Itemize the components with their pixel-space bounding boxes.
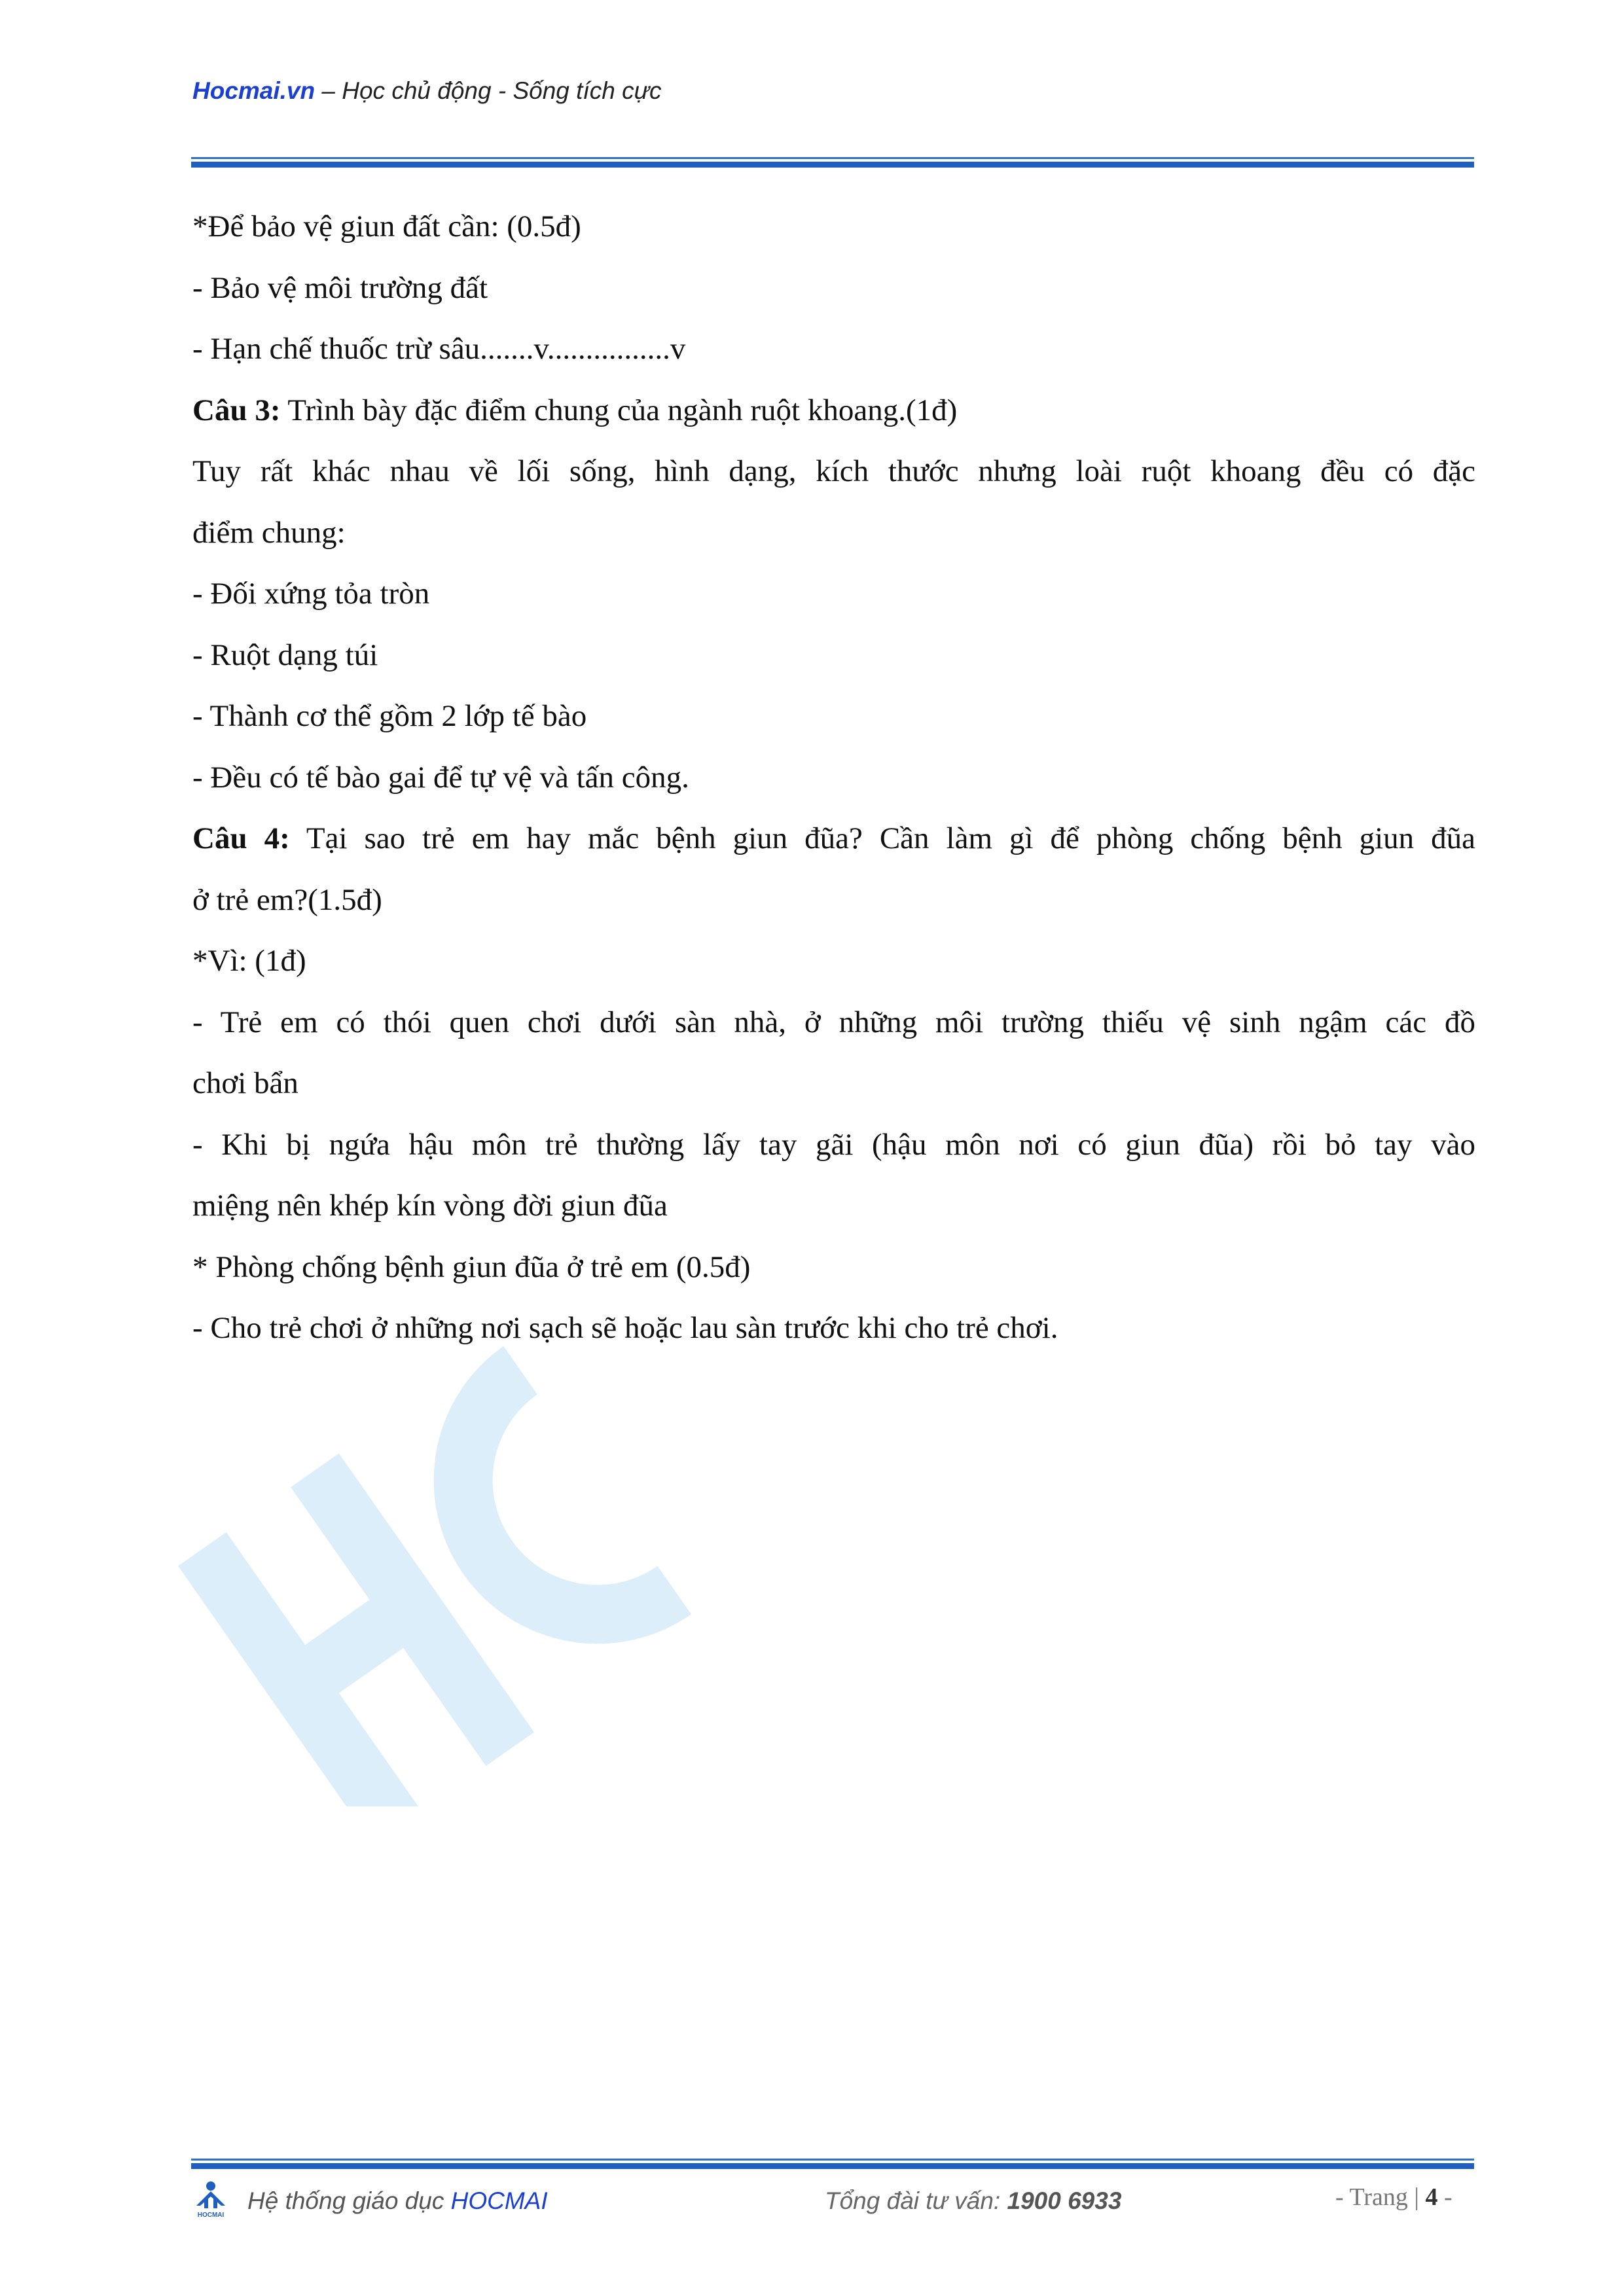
content-line: - Đều có tế bào gai để tự vệ và tấn công. [192,760,689,795]
page-header [192,77,662,105]
content-line: chơi bẩn [192,1066,298,1100]
content-line: Tuy rất khác nhau về lối sống, hình dạng, kích thước nhưng loài ruột khoang đều có đặc [192,454,1475,488]
content-line [192,380,1475,442]
content-line: *Để bảo vệ giun đất cần: (0.5đ) [192,209,581,243]
content-line: - Hạn chế thuốc trừ sâu.......v................v [192,332,686,366]
document-body [192,196,1475,1359]
footer-brand[interactable]: HOCMAI [450,2187,548,2214]
header-tagline: – Học chủ động - Sống tích cực [315,77,662,104]
content-line: điểm chung: [192,515,346,550]
hocmai-logo-icon [191,2179,230,2219]
footer-hotline-label: Tổng đài tư vấn: [825,2187,1007,2214]
content-line: *Vì: (1đ) [192,944,306,978]
question-text: Trình bày đặc điểm chung của ngành ruột khoang.(1đ) [280,393,958,427]
hoc-watermark [151,1335,740,1806]
footer-system [247,2187,548,2215]
header-brand[interactable]: Hocmai.vn [192,77,316,104]
question-label: Câu 3: [192,393,281,427]
footer-hotline [825,2187,1121,2215]
content-line: miệng nên khép kín vòng đời giun đũa [192,1189,668,1223]
footer-system-label: Hệ thống giáo dục [247,2187,451,2214]
content-line: ở trẻ em?(1.5đ) [192,882,382,917]
logo-lettering: HOCMAI [197,2212,225,2219]
page-number: - Trang | 4 - [1335,2183,1453,2211]
question-text: Tại sao trẻ em hay mắc bệnh giun đũa? Cần làm gì để phòng chống bệnh giun đũa [289,821,1476,855]
page-number-value: 4 [1425,2183,1438,2211]
content-line: - Cho trẻ chơi ở những nơi sạch sẽ hoặc lau sàn trước khi cho trẻ chơi. [192,1311,1058,1345]
content-line: * Phòng chống bệnh giun đũa ở trẻ em (0.5đ) [192,1249,751,1284]
content-line: - Ruột dạng túi [192,637,378,672]
content-line: - Trẻ em có thói quen chơi dưới sàn nhà, ở những môi trường thiếu vệ sinh ngậm các đồ [192,1005,1475,1039]
content-line: - Thành cơ thể gồm 2 lớp tế bào [192,699,587,733]
content-line: - Đối xứng tỏa tròn [192,577,430,611]
footer-phone: 1900 6933 [1007,2187,1122,2214]
content-line: - Khi bị ngứa hậu môn trẻ thường lấy tay gãi (hậu môn nơi có giun đũa) rồi bỏ tay vào [192,1127,1475,1162]
question-label: Câu 4: [192,821,290,855]
content-line: - Bảo vệ môi trường đất [192,270,488,305]
footer-rule [191,2159,1474,2169]
content-line [192,808,1475,870]
header-rule [191,157,1474,168]
